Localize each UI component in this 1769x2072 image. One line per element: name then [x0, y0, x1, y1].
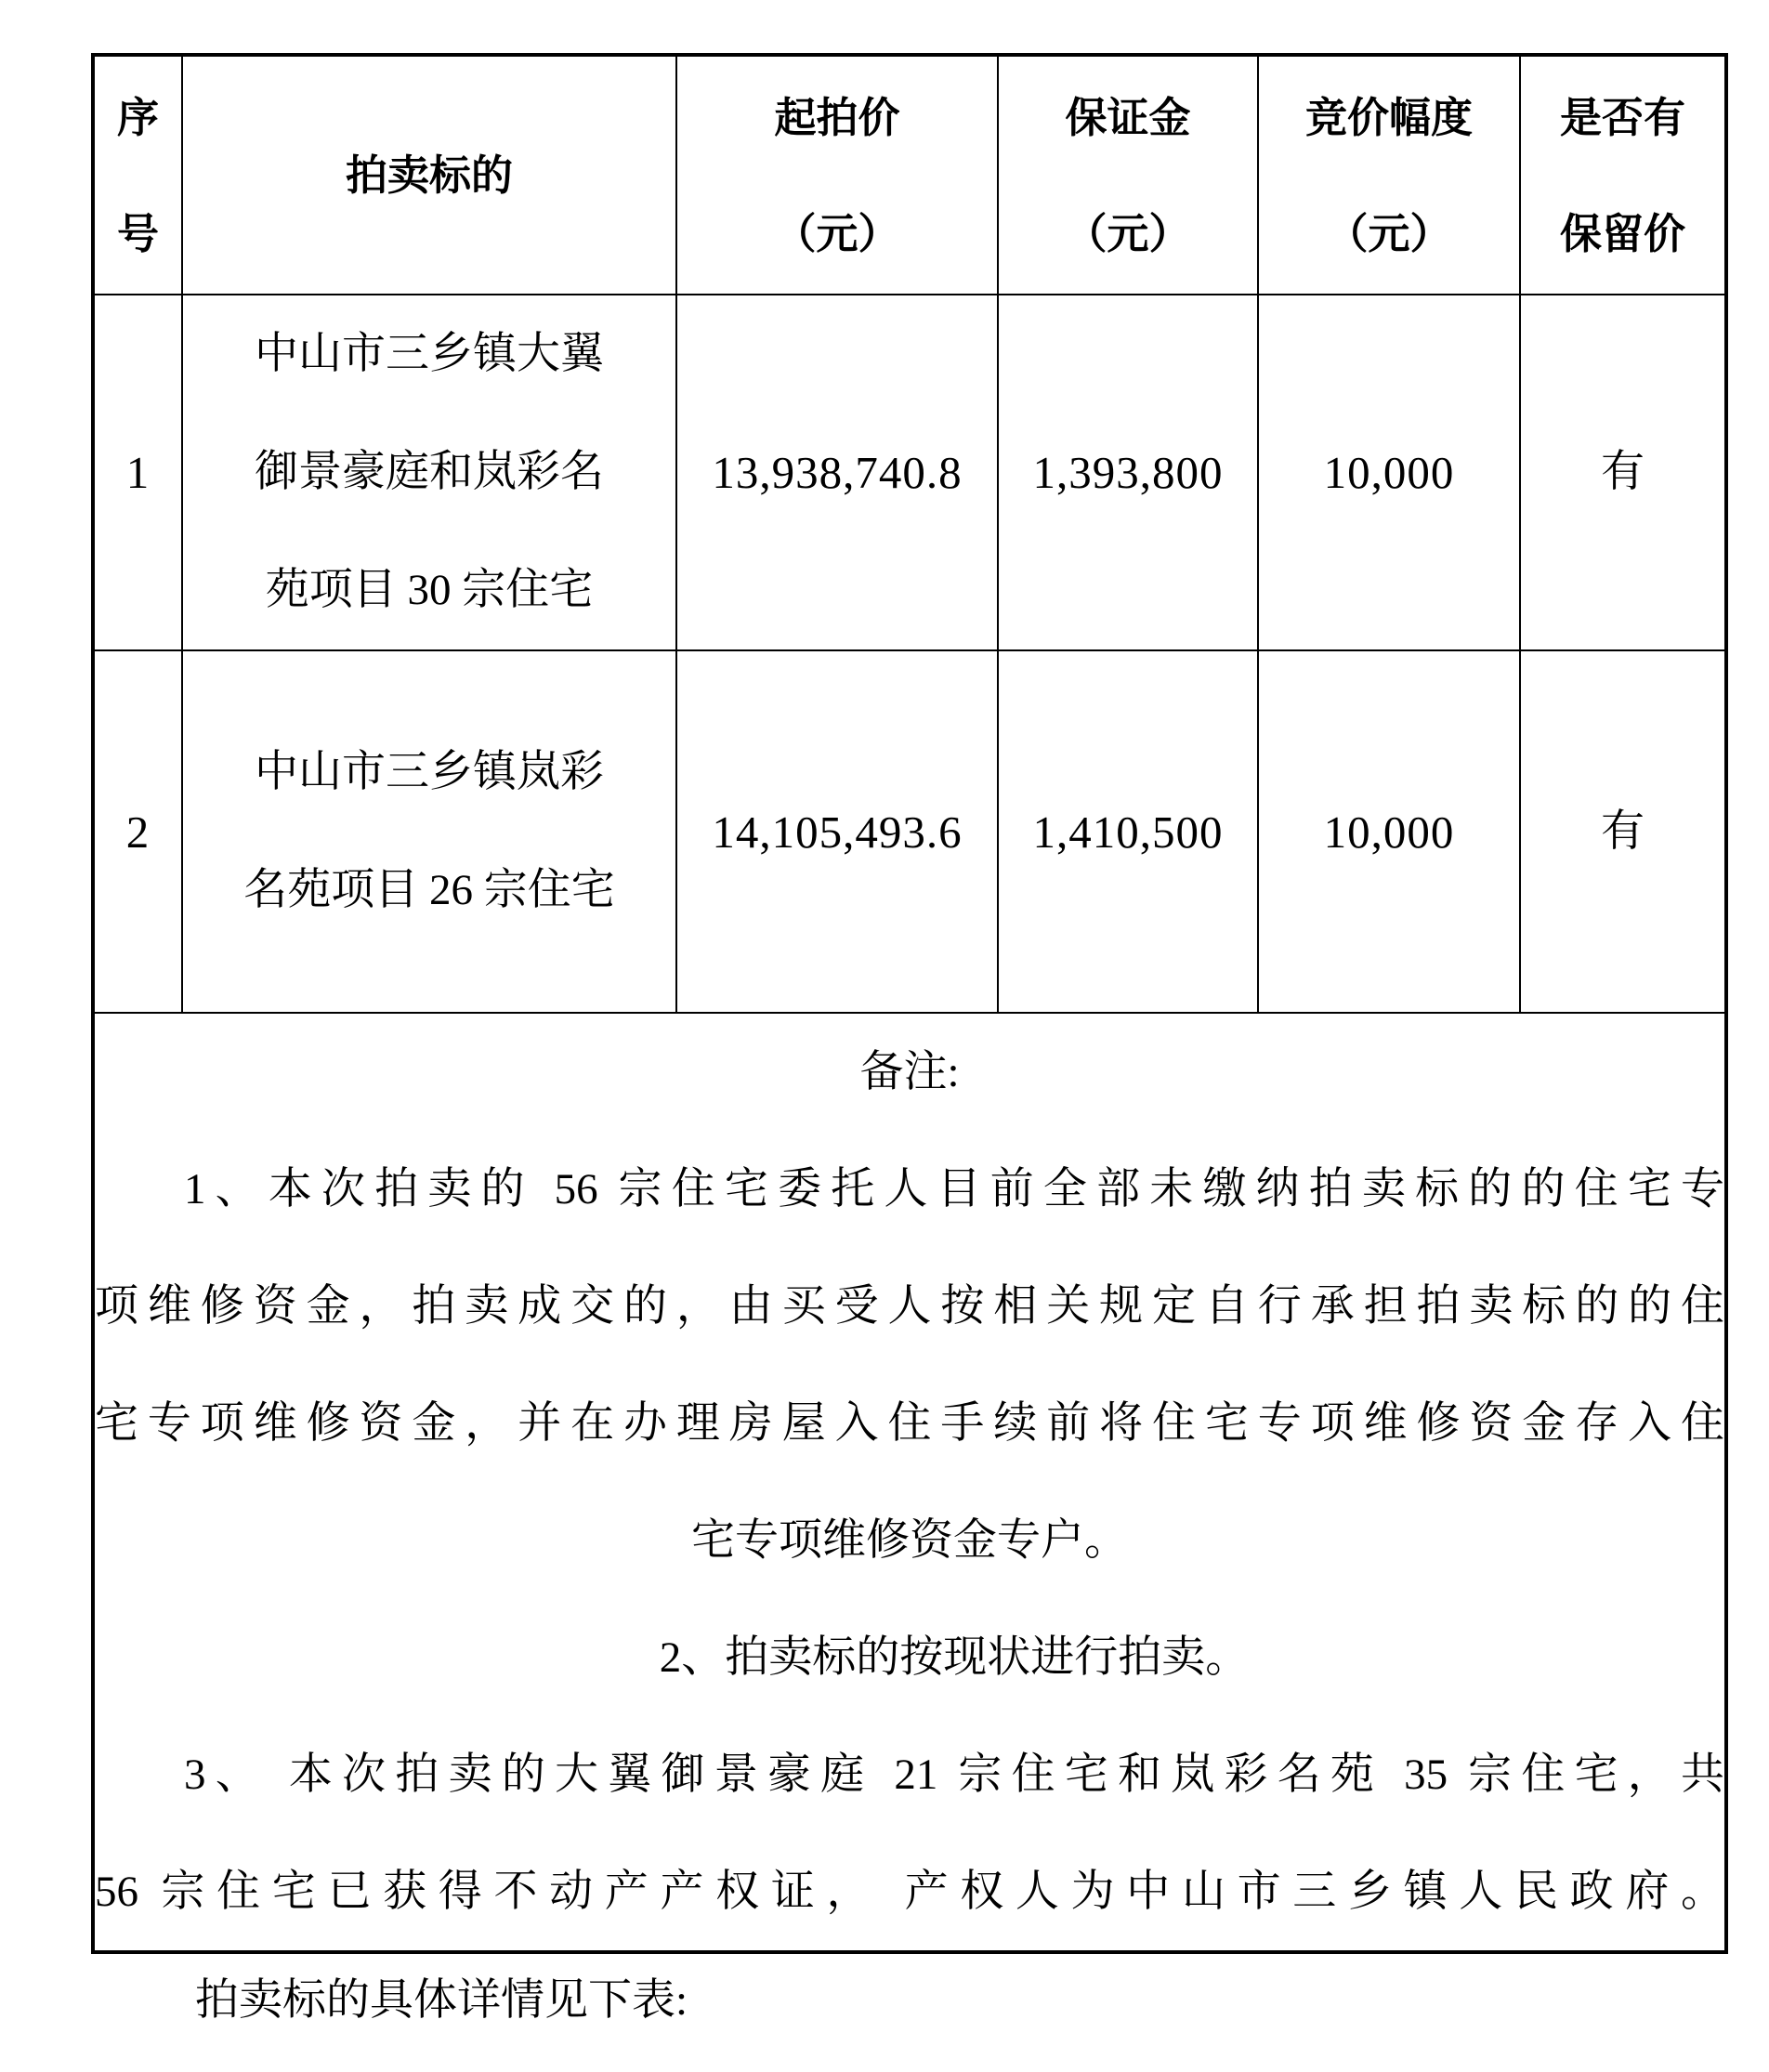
remarks-label: 备注: — [859, 1048, 960, 1096]
auction-table — [91, 53, 1728, 1954]
remark-line: 1、本次拍卖的 56 宗住宅委托人目前全部未缴纳拍卖标的的住宅专 — [184, 1165, 1724, 1213]
header-reserve-line2: 保留价 — [1559, 209, 1685, 257]
row1-seq: 1 — [93, 295, 182, 650]
header-deposit-line2: （元） — [1065, 209, 1191, 257]
header-cell-deposit — [998, 55, 1258, 295]
remark-line: 3、 本次拍卖的大翼御景豪庭 21 宗住宅和岚彩名苑 35 宗住宅，共 — [184, 1751, 1724, 1799]
row2-deposit: 1,410,500 — [998, 650, 1258, 1013]
row2-start-price: 14,105,493.6 — [676, 650, 998, 1013]
remarks-cell — [93, 1013, 1726, 1952]
row1-subject-line2: 御景豪庭和岚彩名 — [255, 448, 604, 496]
header-cell-subject — [182, 55, 676, 295]
row2-reserve: 有 — [1520, 650, 1726, 1013]
footer-note: 拍卖标的具体详情见下表: — [195, 1976, 688, 2025]
row1-start-price: 13,938,740.8 — [676, 295, 998, 650]
row2-bid-increment: 10,000 — [1258, 650, 1520, 1013]
header-start-price-line2: （元） — [774, 209, 900, 257]
header-bid-increment-line2: （元） — [1326, 209, 1452, 257]
header-cell-start-price — [676, 55, 998, 295]
header-deposit-line1: 保证金 — [1065, 93, 1191, 141]
remarks-row — [93, 1013, 1726, 1952]
header-seq-line1: 序 — [116, 93, 159, 141]
header-cell-bid-increment — [1258, 55, 1520, 295]
row2-seq: 2 — [93, 650, 182, 1013]
row1-deposit: 1,393,800 — [998, 295, 1258, 650]
row2-subject-line1: 中山市三乡镇岚彩 — [255, 748, 604, 796]
remark-line: 项维修资金，拍卖成交的，由买受人按相关规定自行承担拍卖标的的住 — [95, 1282, 1724, 1331]
table-row — [93, 295, 1726, 650]
remark-line: 宅专项维修资金专户。 — [691, 1516, 1128, 1565]
row1-subject-line1: 中山市三乡镇大翼 — [255, 330, 604, 378]
header-reserve-line1: 是否有 — [1559, 93, 1685, 141]
header-cell-seq — [93, 55, 182, 295]
table-row — [93, 650, 1726, 1013]
row2-subject — [182, 650, 676, 1013]
header-cell-reserve — [1520, 55, 1726, 295]
row2-subject-line2: 名苑项目 26 宗住宅 — [243, 866, 615, 914]
header-bid-increment-line1: 竞价幅度 — [1304, 93, 1473, 141]
remark-line: 宅专项维修资金，并在办理房屋入住手续前将住宅专项维修资金存入住 — [95, 1399, 1724, 1448]
header-seq-line2: 号 — [116, 209, 159, 257]
table-header-row — [93, 55, 1726, 295]
remark-line: 56 宗住宅已获得不动产产权证， 产权人为中山市三乡镇人民政府。 — [95, 1868, 1724, 1916]
row1-reserve: 有 — [1520, 295, 1726, 650]
header-start-price-line1: 起拍价 — [774, 93, 900, 141]
remark-line: 2、拍卖标的按现状进行拍卖。 — [659, 1633, 1250, 1682]
header-subject-label: 拍卖标的 — [345, 151, 513, 199]
row1-bid-increment: 10,000 — [1258, 295, 1520, 650]
row1-subject-line3: 苑项目 30 宗住宅 — [265, 566, 594, 614]
row1-subject — [182, 295, 676, 650]
